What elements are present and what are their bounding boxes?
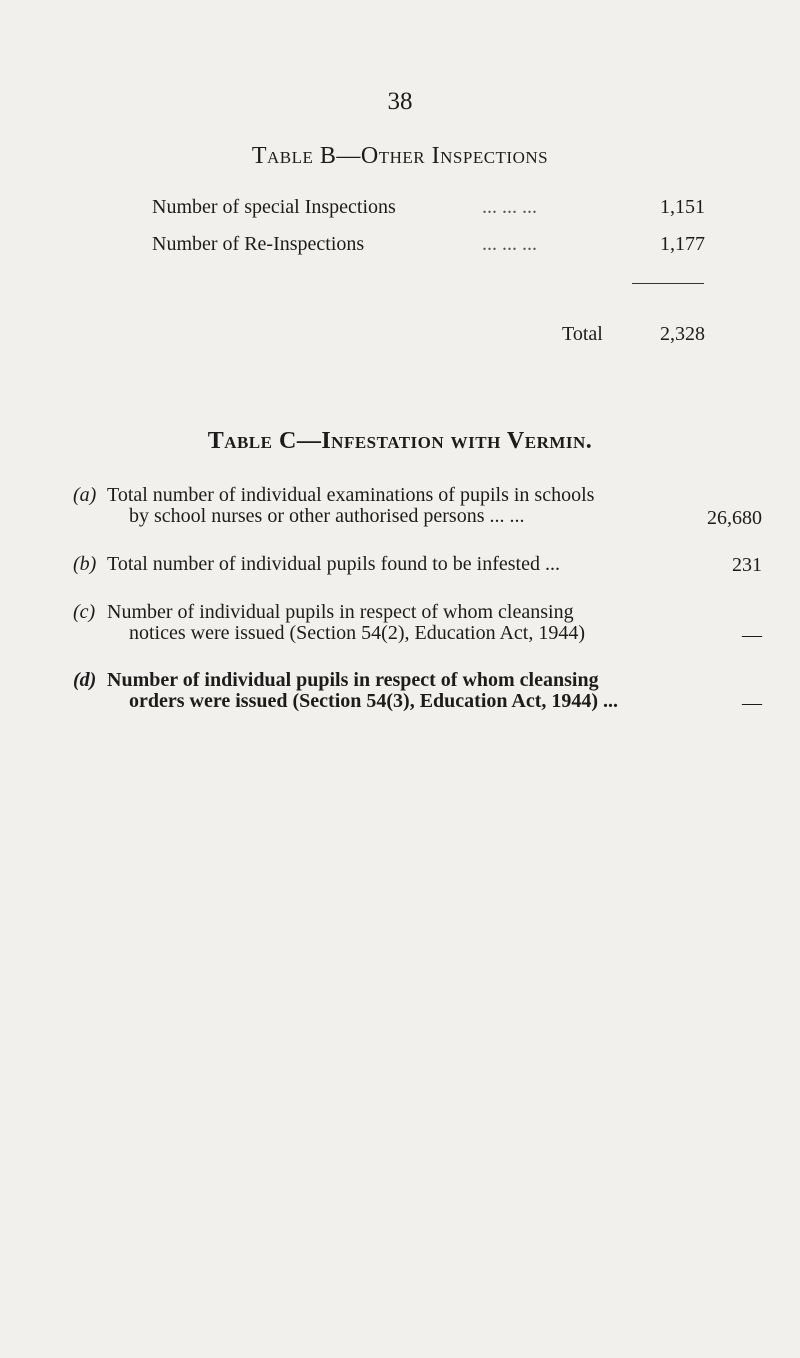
total-value: 2,328	[660, 323, 705, 345]
item-marker: (c)	[73, 601, 96, 623]
total-rule	[632, 283, 704, 284]
item-value: 231	[732, 554, 762, 576]
item-line: orders were issued (Section 54(3), Education Act, 1944) ...	[129, 690, 619, 712]
leader-dots: ... ... ...	[482, 233, 537, 255]
item-marker: (a)	[73, 484, 97, 506]
table-c-item	[73, 484, 595, 527]
item-marker: (d)	[73, 669, 97, 691]
table-c-title: Table C—Infestation with Vermin.	[207, 428, 593, 454]
table-b-row	[152, 196, 712, 222]
row-label: Number of special Inspections	[152, 196, 396, 218]
page-number: 38	[387, 88, 413, 115]
table-c-item	[73, 553, 560, 575]
table-c-item	[73, 601, 585, 644]
item-line: notices were issued (Section 54(2), Education Act, 1944)	[129, 622, 585, 644]
item-line: Total number of individual pupils found to be infested ...	[107, 553, 560, 575]
item-value: —	[742, 624, 762, 646]
item-line: Number of individual pupils in respect of whom cleansing	[107, 669, 599, 691]
item-line: by school nurses or other authorised persons ... ...	[129, 505, 525, 527]
item-marker: (b)	[73, 553, 97, 575]
table-b-title: Table B—Other Inspections	[251, 143, 549, 169]
row-value: 1,151	[660, 196, 705, 218]
table-c-item	[73, 669, 619, 712]
row-label: Number of Re-Inspections	[152, 233, 365, 255]
item-value: —	[742, 692, 762, 714]
row-value: 1,177	[660, 233, 705, 255]
table-b-total	[530, 323, 730, 349]
item-value: 26,680	[707, 507, 762, 529]
leader-dots: ... ... ...	[482, 196, 537, 218]
item-line: Total number of individual examinations of pupils in schools	[107, 484, 595, 506]
item-line: Number of individual pupils in respect of whom cleansing	[107, 601, 574, 623]
table-b-row	[152, 233, 712, 259]
total-label: Total	[562, 323, 603, 345]
